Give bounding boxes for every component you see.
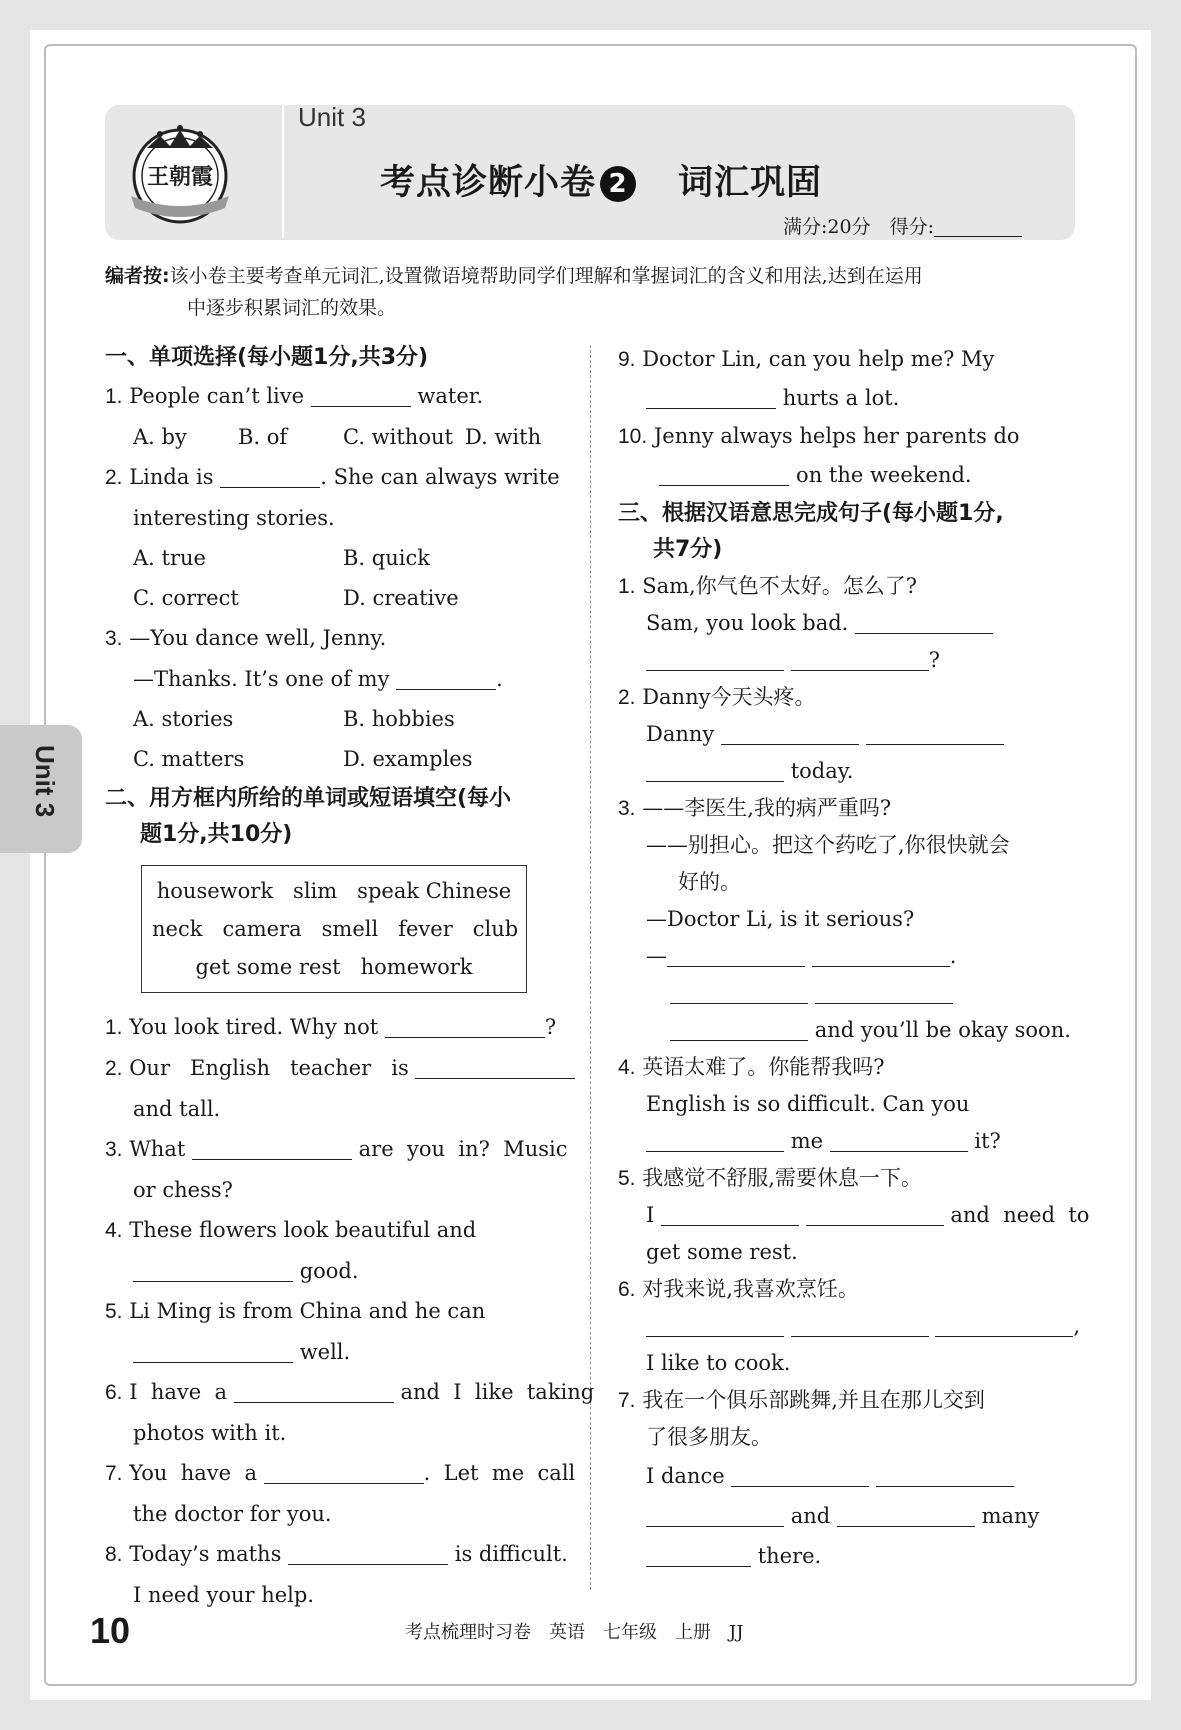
section2-heading: 二、用方框内所给的单词或短语填空(每小 题1分,共10分) [105, 786, 512, 847]
answer-blank[interactable] [385, 1013, 545, 1038]
answer-blank[interactable] [288, 1540, 448, 1565]
s3-q1-en: Sam, you look bad. [618, 605, 1078, 642]
option[interactable]: D. examples [343, 747, 473, 771]
section1-heading: 一、单项选择(每小题1分,共3分) [105, 345, 429, 370]
word-option: speak Chinese [357, 879, 512, 903]
option[interactable]: A. true [133, 546, 206, 570]
editor-note [105, 260, 1080, 324]
word-option: camera [222, 917, 302, 941]
answer-blank[interactable] [837, 1502, 975, 1527]
s3-q1-en2: ? [618, 642, 1078, 679]
s3-q3-zh1: 3. ——李医生,我的病严重吗? [618, 796, 892, 820]
s2-q2-cont: and tall. [133, 1097, 221, 1121]
word-option: smell [321, 917, 379, 941]
word-option: slim [293, 879, 338, 903]
answer-blank[interactable] [133, 1338, 293, 1363]
option[interactable]: B. hobbies [343, 707, 455, 731]
answer-blank[interactable] [192, 1135, 352, 1160]
publisher-logo [125, 118, 235, 228]
s2-q5-cont: well. [105, 1332, 570, 1372]
s3-q1-zh: 1. Sam,你气色不太好。怎么了? [618, 574, 917, 598]
option[interactable]: B. quick [343, 546, 430, 570]
s1-q3-options-2 [105, 739, 570, 779]
page-title [380, 155, 822, 205]
option[interactable]: A. by [133, 425, 187, 449]
s3-q3-en4: and you’ll be okay soon. [618, 1012, 1078, 1049]
answer-blank[interactable] [667, 942, 805, 967]
s3-q7-zh-cont: 了很多朋友。 [646, 1425, 772, 1449]
s3-q6-zh: 6. 对我来说,我喜欢烹饪。 [618, 1277, 859, 1301]
s3-q5-en: I and need to [646, 1203, 1090, 1227]
answer-blank[interactable] [855, 609, 993, 634]
answer-blank[interactable] [721, 720, 859, 745]
s3-q5-zh: 5. 我感觉不舒服,需要休息一下。 [618, 1166, 922, 1190]
s3-q5-cont: get some rest. [646, 1240, 798, 1264]
answer-blank[interactable] [935, 1312, 1073, 1337]
answer-blank[interactable] [876, 1462, 1014, 1487]
word-option: homework [360, 955, 473, 979]
title-number-badge: 2 [600, 166, 636, 202]
s2-q1: 1. You look tired. Why not ? [105, 1015, 557, 1039]
s2-q9-cont: hurts a lot. [618, 379, 1078, 417]
word-option: fever [398, 917, 453, 941]
s1-q1-options [105, 417, 570, 457]
s1-q3-options [105, 699, 570, 739]
s3-q3-en3 [618, 975, 1078, 1012]
s3-q6-en: , [618, 1308, 1078, 1345]
option[interactable]: D. with [465, 425, 542, 449]
s2-q3-cont: or chess? [133, 1178, 233, 1202]
s3-q7-en3: there. [618, 1536, 1078, 1576]
s3-q3-zh2-cont: 好的。 [678, 870, 741, 894]
score-line [783, 212, 1022, 239]
unit-label: Unit 3 [298, 102, 366, 132]
word-option: neck [152, 917, 203, 941]
score-blank[interactable] [934, 216, 1022, 237]
logo-text: 王朝霞 [146, 164, 214, 190]
answer-blank[interactable] [133, 1257, 293, 1282]
side-unit-tab: Unit 3 [0, 725, 82, 853]
answer-blank[interactable] [646, 384, 776, 409]
answer-blank[interactable] [670, 979, 808, 1004]
option[interactable]: A. stories [133, 707, 234, 731]
word-option: housework [156, 879, 274, 903]
score-text: 满分:20分 得分: [783, 216, 934, 238]
s2-q8-cont: I need your help. [133, 1583, 315, 1607]
title-main: 考点诊断小卷 [380, 163, 597, 203]
answer-blank[interactable] [670, 1016, 808, 1041]
s1-q2-options [105, 538, 570, 578]
left-column [105, 340, 595, 1615]
answer-blank[interactable] [815, 979, 953, 1004]
answer-blank[interactable] [731, 1462, 869, 1487]
answer-blank[interactable] [646, 1542, 751, 1567]
s3-q3-zh2: ——别担心。把这个药吃了,你很快就会 [646, 833, 1010, 857]
answer-blank[interactable] [646, 1127, 784, 1152]
s3-q4-en: English is so difficult. Can you [646, 1092, 970, 1116]
s3-q2-zh: 2. Danny今天头疼。 [618, 685, 816, 709]
s1-q3: 3. —You dance well, Jenny. [105, 626, 387, 650]
answer-blank[interactable] [659, 461, 789, 486]
s1-q2-options-2 [105, 578, 570, 618]
s3-q4-zh: 4. 英语太难了。你能帮我吗? [618, 1055, 885, 1079]
answer-blank[interactable] [661, 1201, 799, 1226]
s3-q3-en1: —Doctor Li, is it serious? [646, 907, 915, 931]
option[interactable]: C. without [343, 425, 453, 449]
s2-q8: 8. Today’s maths is difficult. [105, 1542, 568, 1566]
answer-blank[interactable] [311, 382, 411, 407]
option[interactable]: D. creative [343, 586, 459, 610]
word-box [141, 865, 527, 993]
s3-q2-en: Danny [618, 716, 1078, 753]
s2-q6-cont: photos with it. [133, 1421, 287, 1445]
answer-blank[interactable] [646, 1312, 784, 1337]
answer-blank[interactable] [806, 1201, 944, 1226]
s2-q6: 6. I have a and I like taking [105, 1380, 595, 1404]
answer-blank[interactable] [830, 1127, 968, 1152]
s3-q7-en2: and many [618, 1496, 1078, 1536]
answer-blank[interactable] [646, 646, 784, 671]
s3-q2-en2: today. [618, 753, 1078, 790]
s1-q2: 2. Linda is . She can always write [105, 465, 560, 489]
option[interactable]: C. matters [133, 747, 245, 771]
option[interactable]: B. of [238, 425, 288, 449]
s3-q4-en2: me it? [618, 1123, 1078, 1160]
word-option: club [472, 917, 519, 941]
s2-q5: 5. Li Ming is from China and he can [105, 1299, 486, 1323]
word-option: get some rest [195, 955, 341, 979]
s1-q1: 1. People can’t live water. [105, 384, 484, 408]
footer-text: 考点梳理时习卷 英语 七年级 上册 JJ [405, 1622, 744, 1643]
s2-q9: 9. Doctor Lin, can you help me? My [618, 347, 995, 371]
s2-q4: 4. These flowers look beautiful and [105, 1218, 477, 1242]
answer-blank[interactable] [220, 463, 320, 488]
editor-note-label: 编者按: [105, 265, 170, 287]
answer-blank[interactable] [234, 1378, 394, 1403]
s2-q4-cont: good. [105, 1251, 570, 1291]
s3-q7-zh: 7. 我在一个俱乐部跳舞,并且在那儿交到 [618, 1388, 985, 1412]
answer-blank[interactable] [791, 646, 929, 671]
answer-blank[interactable] [812, 942, 950, 967]
s2-q3: 3. What are you in? Music [105, 1137, 568, 1161]
s2-q2: 2. Our English teacher is [105, 1048, 570, 1089]
title-topic: 词汇巩固 [678, 163, 823, 203]
editor-note-line1: 该小卷主要考查单元词汇,设置微语境帮助同学们理解和掌握词汇的含义和用法,达到在运用 [169, 265, 923, 287]
s1-q3-line2: —Thanks. It’s one of my . [133, 667, 503, 691]
answer-blank[interactable] [866, 720, 1004, 745]
answer-blank[interactable] [646, 757, 784, 782]
s2-q7-cont: the doctor for you. [133, 1502, 332, 1526]
option[interactable]: C. correct [133, 586, 239, 610]
s3-q3-en2: — . [646, 944, 957, 968]
s2-q7: 7. You have a . Let me call [105, 1461, 576, 1485]
s3-q7-en: I dance [618, 1456, 1078, 1496]
answer-blank[interactable] [415, 1054, 575, 1079]
answer-blank[interactable] [791, 1312, 929, 1337]
answer-blank[interactable] [646, 1502, 784, 1527]
s1-q2-cont: interesting stories. [133, 506, 335, 530]
section3-heading: 三、根据汉语意思完成句子(每小题1分, 共7分) [618, 501, 1004, 562]
answer-blank[interactable] [396, 665, 496, 690]
answer-blank[interactable] [264, 1459, 424, 1484]
page-number: 10 [90, 1610, 131, 1651]
right-column [618, 340, 1090, 1576]
s3-q6-cont: I like to cook. [646, 1351, 791, 1375]
editor-note-line2: 中逐步积累词汇的效果。 [187, 297, 397, 319]
s2-q10: 10. Jenny always helps her parents do [618, 424, 1020, 448]
s2-q10-cont: on the weekend. [618, 456, 1078, 494]
